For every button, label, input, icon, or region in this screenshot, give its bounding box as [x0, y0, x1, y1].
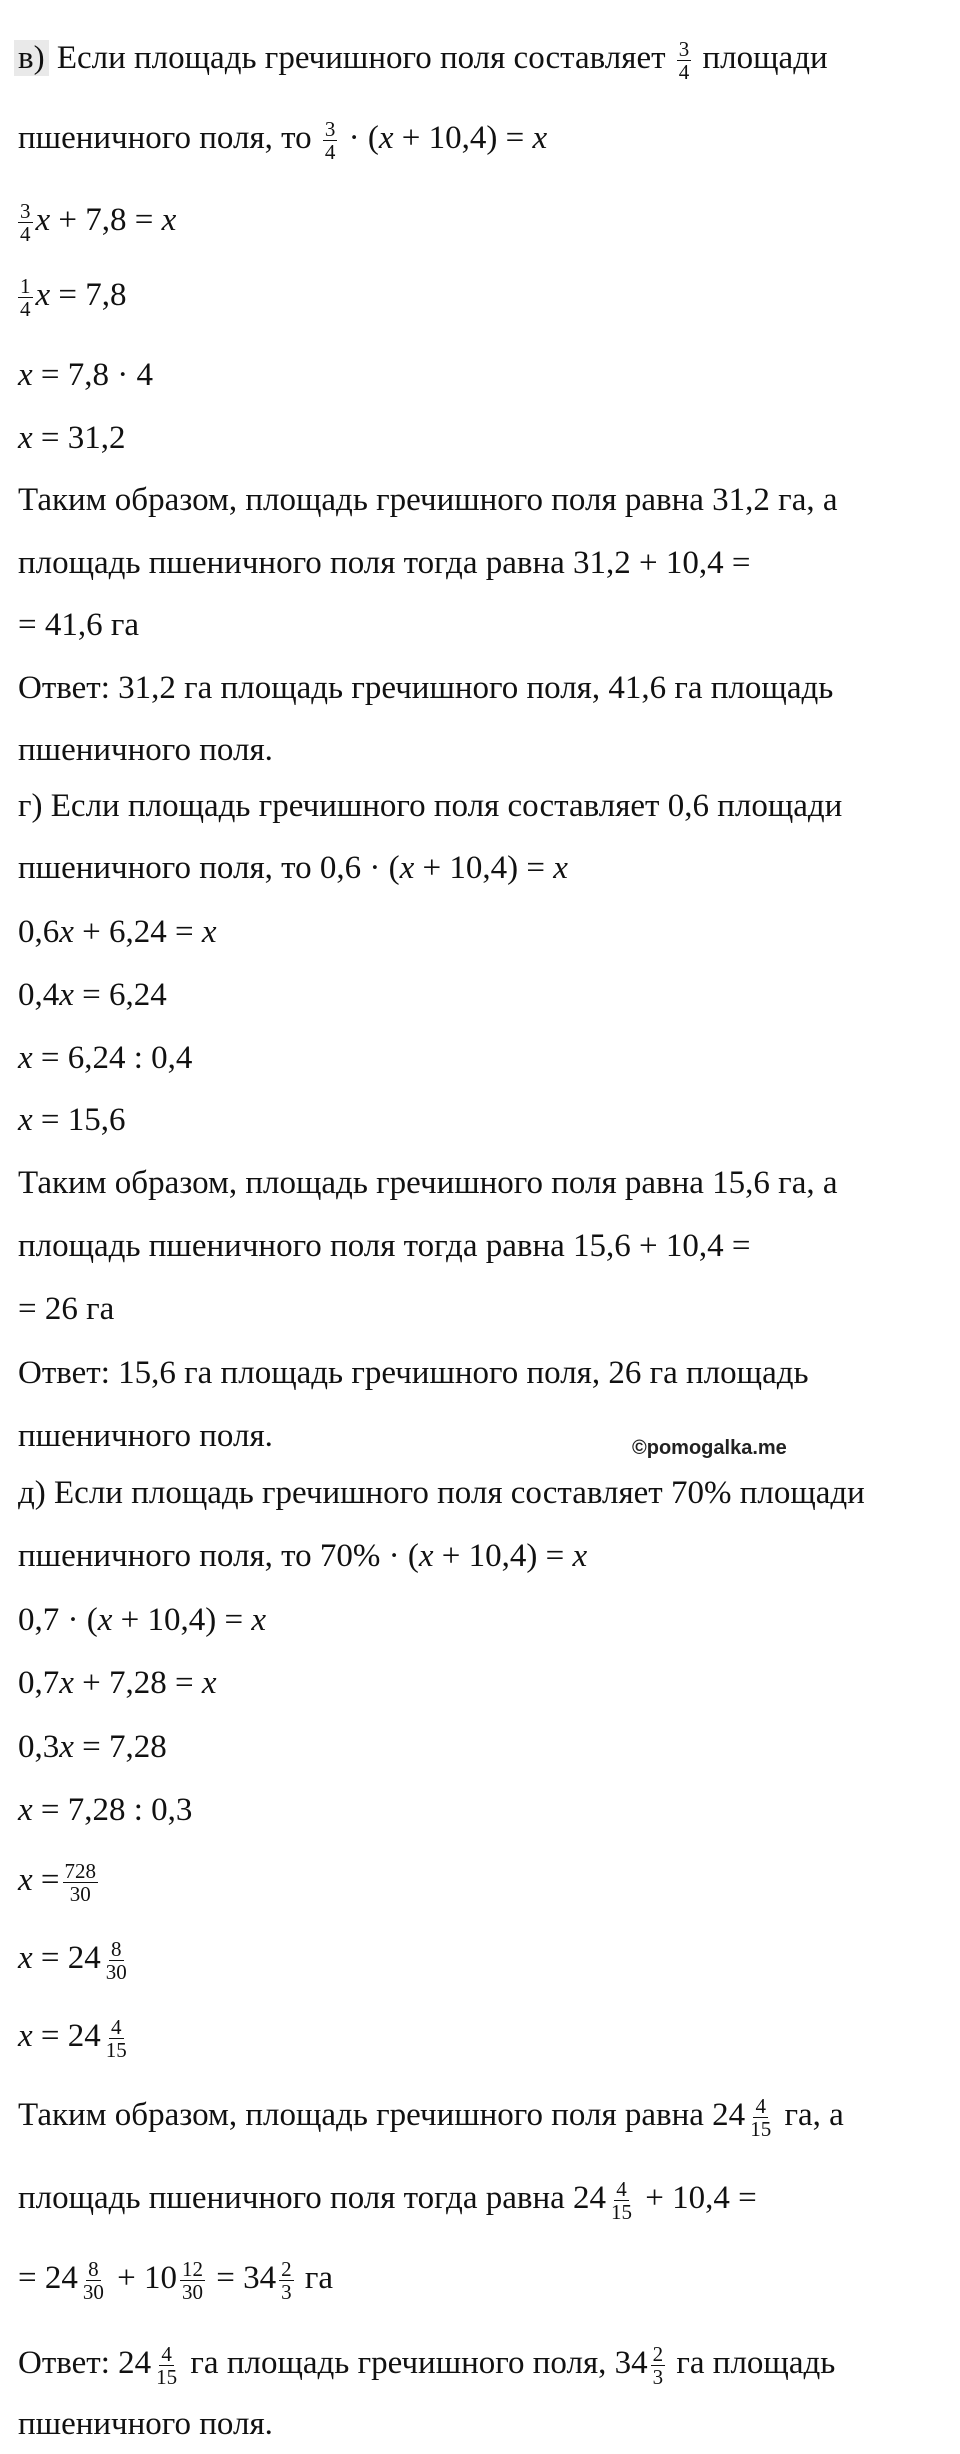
d-line-5: 0,3x = 7,28 — [18, 1729, 167, 1765]
d-line-2: пшеничного поля, то 70% · (x + 10,4) = x — [18, 1538, 588, 1574]
fraction: $\frac{2}{3}$ — [652, 2342, 664, 2389]
d-line-7: x = $\frac{728}{30}$ — [18, 1859, 97, 1906]
d-line-1: д) Если площадь гречишного поля составляет 70% площади — [18, 1475, 865, 1511]
g-line-10: Ответ: 15,6 га площадь гречишного поля, 26 га площадь — [18, 1355, 809, 1391]
g-line-9: = 26 га — [18, 1291, 115, 1327]
d-line-11: площадь пшеничного поля тогда равна 24 $\frac{4}{15}$ + 10,4 = — [18, 2177, 757, 2224]
fraction: $\frac{3}{4}$ — [678, 37, 690, 84]
fraction: $\frac{4}{15}$ — [156, 2342, 178, 2389]
fraction: $\frac{1}{4}$ — [20, 274, 31, 321]
v-line-9: = 41,6 га — [18, 607, 140, 643]
g-line-7: Таким образом, площадь гречишного поля равна 15,6 га, а — [18, 1165, 838, 1201]
v-label: в) — [14, 40, 49, 76]
v-line-10: Ответ: 31,2 га площадь гречишного поля, 41,6 га площадь — [18, 670, 834, 706]
fraction: $\frac{728}{30}$ — [64, 1859, 97, 1906]
v-line-5: x = 7,8 · 4 — [18, 357, 154, 393]
d-line-3: 0,7 · (x + 10,4) = x — [18, 1602, 267, 1638]
v-line-2: пшеничного поля, то $\frac{3}{4}$ · (x + 10,4) = x — [18, 117, 548, 164]
fraction: $\frac{8}{30}$ — [105, 1937, 127, 1984]
g-line-8: площадь пшеничного поля тогда равна 15,6 + 10,4 = — [18, 1228, 751, 1264]
fraction: $\frac{3}{4}$ — [324, 117, 336, 164]
fraction: $\frac{2}{3}$ — [281, 2257, 292, 2304]
g-line-3: 0,6x + 6,24 = x — [18, 914, 217, 950]
d-line-13: Ответ: 24 $\frac{4}{15}$ га площадь гречишного поля, 34 $\frac{2}{3}$ га площадь — [18, 2342, 836, 2389]
fraction: $\frac{8}{30}$ — [82, 2257, 104, 2304]
d-line-4: 0,7x + 7,28 = x — [18, 1665, 217, 1701]
g-line-4: 0,4x = 6,24 — [18, 977, 167, 1013]
fraction: $\frac{4}{15}$ — [105, 2015, 127, 2062]
d-line-8: x = 24 $\frac{8}{30}$ — [18, 1937, 127, 1984]
g-line-6: x = 15,6 — [18, 1102, 126, 1138]
g-line-5: x = 6,24 : 0,4 — [18, 1040, 193, 1076]
v-line-11: пшеничного поля. — [18, 732, 273, 768]
v-line-3: $\frac{3}{4}$ x + 7,8 = x — [20, 199, 177, 246]
watermark: ©pomogalka.me — [632, 1437, 787, 1459]
d-line-9: x = 24 $\frac{4}{15}$ — [18, 2015, 127, 2062]
d-line-6: x = 7,28 : 0,3 — [18, 1792, 193, 1828]
g-line-1: г) Если площадь гречишного поля составляет 0,6 площади — [18, 788, 843, 824]
d-line-14: пшеничного поля. — [18, 2406, 273, 2442]
g-line-11: пшеничного поля. — [18, 1418, 273, 1454]
v-line-4: $\frac{1}{4}$ x = 7,8 — [20, 274, 127, 321]
fraction: $\frac{4}{15}$ — [611, 2177, 633, 2224]
d-line-12: = 24 $\frac{8}{30}$ + 10 $\frac{12}{30}$ = 34 $\frac{2}{3}$ га — [18, 2257, 334, 2304]
v-line-7: Таким образом, площадь гречишного поля равна 31,2 га, а — [18, 482, 838, 518]
g-line-2: пшеничного поля, то 0,6 · (x + 10,4) = x — [18, 850, 568, 886]
fraction: $\frac{12}{30}$ — [182, 2257, 203, 2304]
v-line-1: в) Если площадь гречишного поля составляет $\frac{3}{4}$ площади — [18, 38, 828, 83]
fraction: $\frac{3}{4}$ — [20, 199, 31, 246]
v-line-6: x = 31,2 — [18, 420, 126, 456]
d-line-10: Таким образом, площадь гречишного поля равна 24 $\frac{4}{15}$ га, а — [18, 2094, 844, 2141]
fraction: $\frac{4}{15}$ — [750, 2094, 772, 2141]
v-line-8: площадь пшеничного поля тогда равна 31,2 + 10,4 = — [18, 545, 751, 581]
